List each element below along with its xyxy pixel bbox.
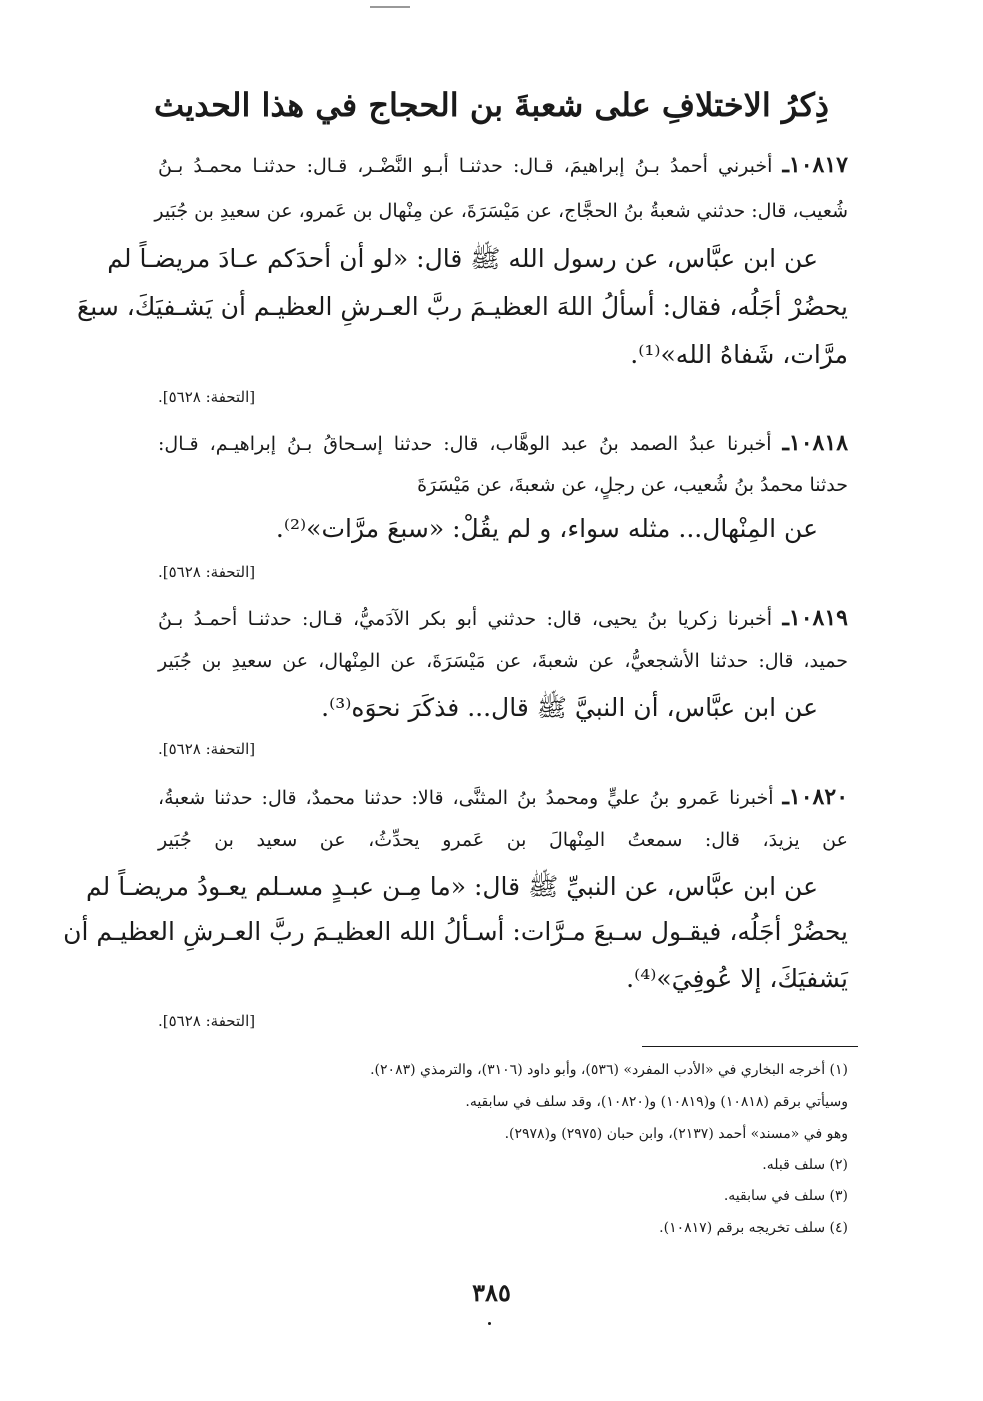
hadith-10817-matn-line-1: عن ابن عبَّاس، عن رسول الله ﷺ قال: «لو أن أحدَكم عـادَ مريضـاً لم	[107, 244, 818, 273]
hadith-10817-line-2: شُعيب، قال: حدثني شعبةُ بنُ الحجَّاج، عن مَيْسَرَةَ، عن مِنْهال بن عَمرو، عن سعيدِ بن جُبَير	[154, 200, 848, 222]
chapter-title: ذِكرُ الاختلافِ على شعبةَ بن الحجاج في هذا الحديث	[153, 86, 830, 124]
hadith-10819-matn: عن ابن عبَّاس، أن النبيَّ ﷺ قال... فذكَرَ نحوَه⁽³⁾.	[321, 693, 818, 722]
footnote-1: (١) أخرجه البخاري في «الأدب المفرد» (٥٣٦)، وأبو داود (٣١٠٦)، والترمذي (٢٠٨٣).	[370, 1062, 848, 1078]
footnote-2: (٢) سلف قبله.	[762, 1157, 848, 1173]
hadith-10820-line-2: عن يزيدَ، قال: سمعتُ المِنْهالَ بن عَمرو يحدِّثُ، عن سعيد بن جُبَير	[158, 829, 848, 851]
page-dot	[488, 1322, 491, 1325]
page-number: ٣٨٥	[472, 1278, 511, 1307]
hadith-10817-line-1: ١٠٨١٧ـ أخبرني أحمدُ بـنُ إبراهيمَ، قـال: حدثنـا أبـو النَّضْـر، قـال: حدثنـا محمـدُ بـنُ	[158, 152, 848, 178]
hadith-10820-matn-line-3: يَشفيَكَ، إلا عُوفِيَ»⁽⁴⁾.	[626, 964, 848, 993]
tuhfa-reference: [التحفة: ٥٦٢٨].	[158, 388, 256, 406]
isnad-text: أخبرنا زكريا بنُ يحيى، قال: حدثني أبو بكر الآدَميُّ، قـال: حدثنـا أحمـدُ بـنُ	[158, 608, 773, 630]
hadith-10819-line-2: حميد، قال: حدثنا الأشجعيُّ، عن شعبةَ، عن مَيْسَرَةَ، عن المِنْهال، عن سعيدِ بن جُبَير	[158, 650, 848, 672]
footnote-1-cont-a: وسيأتي برقم (١٠٨١٨) و(١٠٨١٩) و(١٠٨٢٠)، وقد سلف في سابقيه.	[465, 1094, 848, 1110]
hadith-number: ١٠٨١٨	[788, 430, 849, 456]
hadith-number: ١٠٨١٧	[788, 152, 848, 178]
footnote-4: (٤) سلف تخريجه برقم (١٠٨١٧).	[659, 1220, 848, 1236]
top-mark	[370, 6, 410, 8]
hadith-10818-matn: عن المِنْهال... مثله سواء، و لم يقُلْ: «سبعَ مرَّات»⁽²⁾.	[275, 514, 818, 543]
isnad-text: أخبرنا عَمرو بنُ عليٍّ ومحمدُ بنُ المثنَّى، قالا: حدثنا محمدٌ، قال: حدثنا شعبةُ،	[158, 787, 774, 809]
hadith-10817-matn-line-2: يحضُرْ أجَلُه، فقال: أسألُ اللهَ العظيـمَ ربَّ العـرشِ العظيـم أن يَشـفيَكَ، سبعَ	[76, 292, 848, 321]
tuhfa-reference: [التحفة: ٥٦٢٨].	[158, 563, 256, 581]
hadith-10819-line-1: ١٠٨١٩ـ أخبرنا زكريا بنُ يحيى، قال: حدثني أبو بكر الآدَميُّ، قـال: حدثنـا أحمـدُ بـنُ	[158, 605, 848, 631]
isnad-text: أخبرني أحمدُ بـنُ إبراهيمَ، قـال: حدثنـا أبـو النَّضْـر، قـال: حدثنـا محمـدُ بـنُ	[158, 155, 773, 177]
isnad-text: أخبرنا عبدُ الصمد بنُ عبد الوهَّاب، قال: حدثنا إسـحاقُ بـنُ إبراهيـم، قـال:	[158, 433, 772, 455]
hadith-10820-matn-line-2: يحضُرْ أجَلُه، فيقـول سـبعَ مـرَّات: أسـألُ الله العظيـمَ ربَّ العـرشِ العظيـم أن	[63, 917, 848, 946]
hadith-10820-line-1: ١٠٨٢٠ـ أخبرنا عَمرو بنُ عليٍّ ومحمدُ بنُ المثنَّى، قالا: حدثنا محمدٌ، قال: حدثنا شعبةُ،	[158, 784, 849, 810]
hadith-10818-line-1: ١٠٨١٨ـ أخبرنا عبدُ الصمد بنُ عبد الوهَّاب، قال: حدثنا إسـحاقُ بـنُ إبراهيـم، قـال:	[158, 430, 849, 456]
hadith-10818-line-2: حدثنا محمدُ بنُ شُعيب، عن رجلٍ، عن شعبةَ، عن مَيْسَرَةَ	[417, 474, 848, 496]
hadith-number: ١٠٨٢٠	[788, 784, 849, 810]
hadith-number: ١٠٨١٩	[788, 605, 848, 631]
hadith-10817-matn-line-3: مرَّات، شَفاهُ الله»⁽¹⁾.	[630, 340, 848, 369]
tuhfa-reference: [التحفة: ٥٦٢٨].	[158, 1012, 256, 1030]
footnote-divider	[642, 1046, 858, 1047]
tuhfa-reference: [التحفة: ٥٦٢٨].	[158, 740, 256, 758]
footnote-3: (٣) سلف في سابقيه.	[723, 1188, 848, 1204]
footnote-1-cont-b: وهو في «مسند» أحمد (٢١٣٧)، وابن حبان (٢٩٧٥) و(٢٩٧٨).	[504, 1126, 848, 1142]
hadith-10820-matn-line-1: عن ابن عبَّاس، عن النبيِّ ﷺ قال: «ما مِـن عبـدٍ مسـلم يعـودُ مريضـاً لم	[86, 872, 818, 901]
